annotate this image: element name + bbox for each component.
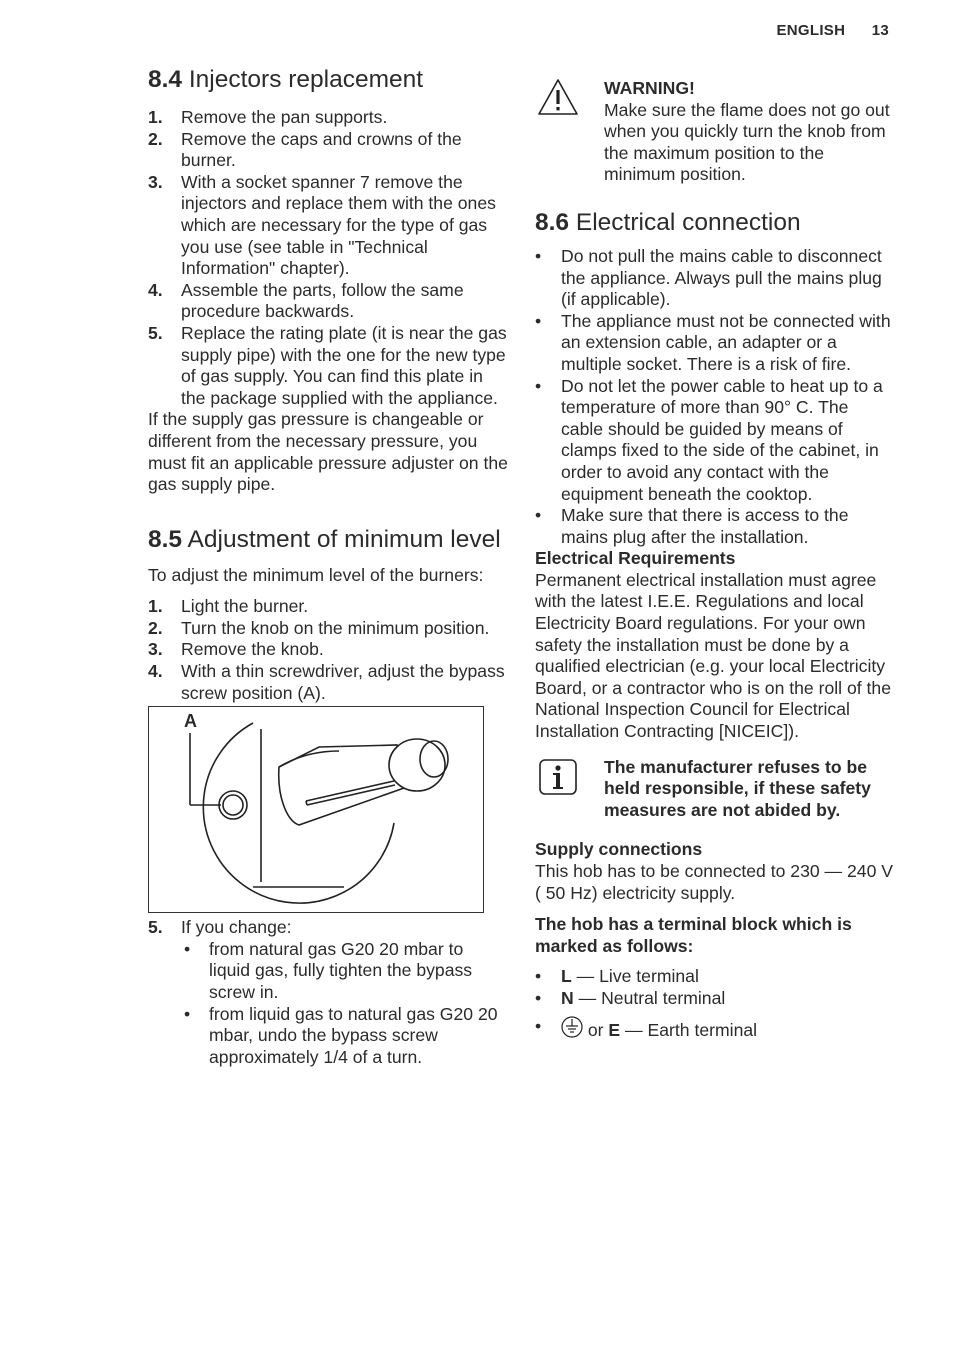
supply-heading: Supply connections <box>535 839 703 860</box>
warning-box <box>535 78 895 186</box>
change-gas-step <box>148 917 508 1068</box>
page-header <box>776 22 889 39</box>
list-item: 2. Remove the caps and crowns of the burner. <box>148 128 462 171</box>
list-item: 5. If you change: • from natural gas G20 20 mbar to liquid gas, fully tighten the bypass screw in. • from liquid gas to natural gas G20 20 mbar, undo the bypass screw approximately 1/4 of a turn. <box>148 917 508 1068</box>
section-title: Adjustment of minimum level <box>187 525 501 553</box>
list-item: 2. Turn the knob on the minimum position. <box>148 617 490 638</box>
info-icon <box>537 757 579 803</box>
adjust-steps <box>148 596 508 704</box>
list-item: 1. Remove the pan supports. <box>148 107 388 127</box>
requirements-text: Permanent electrical installation must agree with the latest I.E.E. Regulations and local Electricity Board regulations. For your own safety the installation must be done by a qualified electrician (e.g. your local Electricity Board, or a contractor who is on the roll of the National Inspection Council for Electrical Installation Contracting [NICEIC]). <box>535 569 891 742</box>
requirements-heading: Electrical Requirements <box>535 548 736 569</box>
list-item: 5. Replace the rating plate (it is near the gas supply pipe) with the one for the new type of gas supply. You can find this plate in the package supplied with the appliance. <box>148 322 507 408</box>
bypass-screw-figure <box>148 706 484 913</box>
page-number: 13 <box>871 22 889 39</box>
section-number: 8.6 <box>535 208 570 236</box>
list-item: • Do not pull the mains cable to disconnect the appliance. Always pull the mains plug (if applicable). <box>535 246 895 311</box>
warning-title: WARNING! <box>604 78 695 98</box>
list-item: • or E — Earth terminal <box>535 1016 895 1044</box>
list-item: • from natural gas G20 20 mbar to liquid gas, fully tighten the bypass screw in. <box>181 939 508 1004</box>
supply-text: This hob has to be connected to 230 — 240 V ( 50 Hz) electricity supply. <box>535 861 893 903</box>
warning-text: Make sure the flame does not go out when you quickly turn the knob from the maximum position to the minimum position. <box>604 99 890 185</box>
list-item: 3. With a socket spanner 7 remove the injectors and replace them with the ones which are necessary for the type of gas you use (see table in "Technical Information" chapter). <box>148 171 496 279</box>
left-column <box>148 66 508 1068</box>
list-item: • L — Live terminal <box>535 966 895 988</box>
section-8-4-heading <box>148 66 508 93</box>
section-title: Electrical connection <box>575 208 801 236</box>
list-item: • from liquid gas to natural gas G20 20 mbar, undo the bypass screw approximately 1/4 of a turn. <box>181 1004 508 1069</box>
section-8-6-heading <box>535 209 895 236</box>
section-title: Injectors replacement <box>188 66 424 93</box>
info-box <box>535 757 895 822</box>
header-language: ENGLISH <box>776 22 846 39</box>
adjust-intro: To adjust the minimum level of the burners: <box>148 564 484 585</box>
section-number: 8.5 <box>148 525 183 553</box>
warning-triangle-icon <box>537 78 579 122</box>
list-item: 3. Remove the knob. <box>148 639 324 660</box>
gas-change-sublist <box>181 939 508 1069</box>
knob-illustration <box>149 707 483 912</box>
list-item: 4. With a thin screwdriver, adjust the bypass screw position (A). <box>148 661 505 703</box>
list-item: • Make sure that there is access to the mains plug after the installation. <box>535 505 895 548</box>
right-column <box>535 78 895 1043</box>
list-item: 4. Assemble the parts, follow the same procedure backwards. <box>148 279 464 322</box>
list-item: • N — Neutral terminal <box>535 988 895 1010</box>
list-item: • Do not let the power cable to heat up to a temperature of more than 90° C. The cable should be guided by means of clamps fixed to the side of the cabinet, in order to avoid any contact with the equipment beneath the cooktop. <box>535 376 895 506</box>
pressure-note: If the supply gas pressure is changeable or different from the necessary pressure, you must fit an applicable pressure adjuster on the gas supply pipe. <box>148 409 508 495</box>
earth-symbol-icon <box>561 1016 583 1044</box>
injector-steps <box>148 107 508 409</box>
section-8-5-heading <box>148 526 508 553</box>
electrical-bullets <box>535 246 895 548</box>
terminal-list <box>535 966 895 1043</box>
list-item: 1. Light the burner. <box>148 596 309 617</box>
terminal-intro: The hob has a terminal block which is marked as follows: <box>535 914 852 956</box>
section-number: 8.4 <box>148 66 183 93</box>
figure-label-a: A <box>184 711 197 732</box>
list-item: • The appliance must not be connected with an extension cable, an adapter or a multiple socket. There is a risk of fire. <box>535 311 895 376</box>
info-text: The manufacturer refuses to be held responsible, if these safety measures are not abided by. <box>604 756 871 820</box>
